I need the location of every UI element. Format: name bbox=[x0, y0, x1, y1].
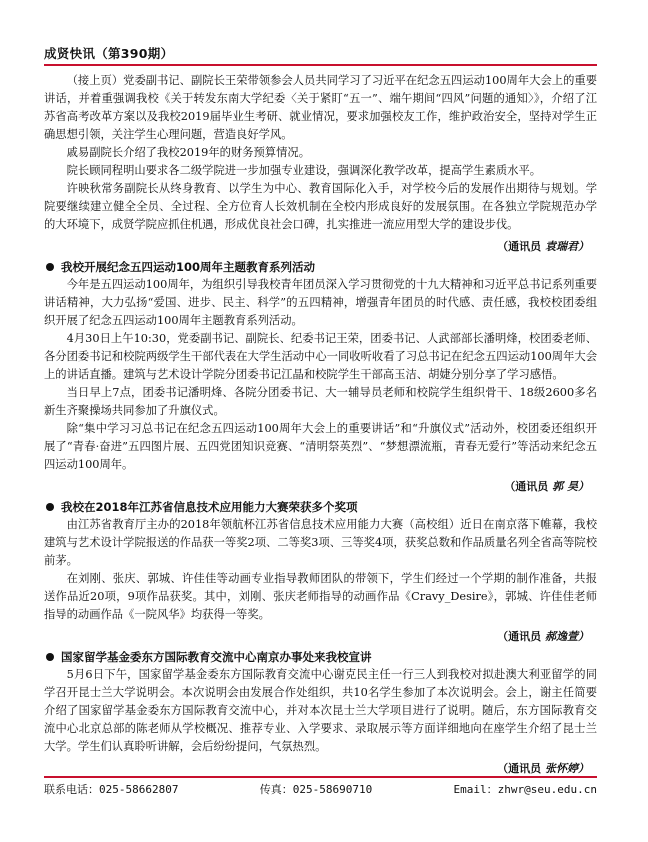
section-title: 我校在2018年江苏省信息技术应用能力大赛荣获多个奖项 bbox=[61, 500, 358, 514]
paragraph: 4月30日上午10:30，党委副书记、副院长、纪委书记王荣，团委书记、人武部部长潘明烽，校团委老师、各分团委书记和校院两级学生干部代表在大学生活动中心一同收听收看了习总书记在纪念五四运动100周年大会上的讲话直播。建筑与艺术设计学院分团委书记江晶和校院学生干部高玉洁、胡婕分别分享了学习感悟。 bbox=[44, 332, 597, 381]
byline-name: 张怀婷） bbox=[545, 762, 589, 775]
byline bbox=[44, 238, 589, 256]
footer-rule bbox=[44, 776, 597, 778]
paragraph: 今年是五四运动100周年，为组织引导我校青年团员深入学习贯彻党的十九大精神和习近平总书记系列重要讲话精神，大力弘扬“爱国、进步、民主、科学”的五四精神，增强青年团员的时代感、责任感，我校校团委组织开展了纪念五四运动100周年主题教育系列活动。 bbox=[44, 278, 597, 327]
page-footer bbox=[44, 781, 597, 797]
bullet-icon bbox=[46, 263, 54, 271]
paragraph: （接上页）党委副书记、副院长王荣带领参会人员共同学习了习近平在纪念五四运动100周年大会上的重要讲话，并着重强调我校《关于转发东南大学纪委〈关于紧盯“五一”、端午期间“四风”问题的通知〉》，介绍了江苏省高考改革方案以及我校2019届毕业生考研、就业情况，要求加强校友工作，维护政治安全，坚持对学生正确思想引领，关注学生心理问题，营造良好学风。 bbox=[44, 74, 597, 141]
section-heading bbox=[44, 648, 597, 666]
contact-fax: 传真：025-58690710 bbox=[259, 783, 373, 796]
header-rule bbox=[44, 64, 597, 66]
byline-label: （通讯员 bbox=[497, 240, 542, 253]
paragraph: 5月6日下午，国家留学基金委东方国际教育交流中心谢克民主任一行三人到我校对拟赴澳大利亚留学的同学召开昆士兰大学说明会。本次说明会由发展合作处组织，共10名学生参加了本次说明会。会上，谢主任简要介绍了国家留学基金委东方国际教育交流中心，并对本次昆士兰大学项目进行了说明。随后，东方国际教育交流中心北京总部的陈老师从学校概况、推荐专业、入学要求、录取展示等方面详细地向在座学生介绍了昆士兰大学。学生们认真聆听讲解，会后纷纷提问，气氛热烈。 bbox=[44, 668, 597, 753]
paragraph: 由江苏省教育厅主办的2018年领航杯江苏省信息技术应用能力大赛（高校组）近日在南京落下帷幕，我校建筑与艺术设计学院报送的作品获一等奖2项、二等奖3项、三等奖4项，获奖总数和作品质量名列全省高等院校前茅。 bbox=[44, 518, 597, 567]
byline-name: 袁瑞君） bbox=[545, 240, 589, 253]
bullet-icon bbox=[46, 653, 54, 661]
newsletter-title: 成贤快讯（第390期） bbox=[44, 46, 174, 61]
news-section bbox=[44, 648, 597, 778]
section-title: 我校开展纪念五四运动100周年主题教育系列活动 bbox=[61, 260, 316, 274]
byline bbox=[44, 478, 589, 496]
paragraph: 除“集中学习习总书记在纪念五四运动100周年大会上的重要讲话”和“升旗仪式”活动外，校团委还组织开展了“青春·奋进”五四图片展、五四党团知识竞赛、“清明祭英烈”、“梦想漂流瓶，青春无爱行”等活动来纪念五四运动100周年。 bbox=[44, 422, 597, 471]
byline bbox=[44, 628, 589, 646]
byline-name: 郭 昊） bbox=[552, 480, 589, 493]
paragraph: 当日早上7点，团委书记潘明烽、各院分团委书记、大一辅导员老师和校院学生组织骨干、18级2600多名新生齐聚操场共同参加了升旗仪式。 bbox=[44, 386, 597, 417]
news-section bbox=[44, 258, 597, 496]
contact-phone: 联系电话：025-58662807 bbox=[44, 783, 179, 796]
news-section bbox=[44, 498, 597, 646]
section-heading bbox=[44, 498, 597, 516]
byline-label: （通讯员 bbox=[497, 630, 542, 643]
intro-article bbox=[44, 72, 597, 256]
page-header bbox=[44, 43, 604, 63]
paragraph: 戚易副院长介绍了我校2019年的财务预算情况。 bbox=[66, 146, 310, 159]
section-title: 国家留学基金委东方国际教育交流中心南京办事处来我校宣讲 bbox=[61, 650, 372, 664]
paragraph: 院长顾同程明山要求各二级学院进一步加强专业建设，强调深化教学改革，提高学生素质水平。 bbox=[66, 164, 542, 177]
section-heading bbox=[44, 258, 597, 276]
paragraph: 许映秋常务副院长从终身教育、以学生为中心、教育国际化入手，对学校今后的发展作出期待与规划。学院要继续建立健全全员、全过程、全方位育人长效机制在全校内形成良好的发展氛围。在各独立学院规范办学的大环境下，成贤学院应抓住机遇，形成优良社会口碑，扎实推进一流应用型大学的建设步伐。 bbox=[44, 182, 597, 231]
contact-email[interactable]: Email：zhwr@seu.edu.cn bbox=[453, 783, 597, 796]
byline-label: （通讯员 bbox=[504, 480, 549, 493]
byline-label: （通讯员 bbox=[497, 762, 542, 775]
bullet-icon bbox=[46, 503, 54, 511]
article-body bbox=[44, 72, 597, 780]
paragraph: 在刘刚、张庆、郭城、许佳佳等动画专业指导教师团队的带领下，学生们经过一个学期的制作准备，共报送作品近20项，9项作品获奖。其中，刘刚、张庆老师指导的动画作品《Cravy_Desire》，郭城、许佳佳老师指导的动画作品《一院风华》均获得一等奖。 bbox=[44, 572, 597, 621]
byline-name: 郝逸萱） bbox=[545, 630, 589, 643]
